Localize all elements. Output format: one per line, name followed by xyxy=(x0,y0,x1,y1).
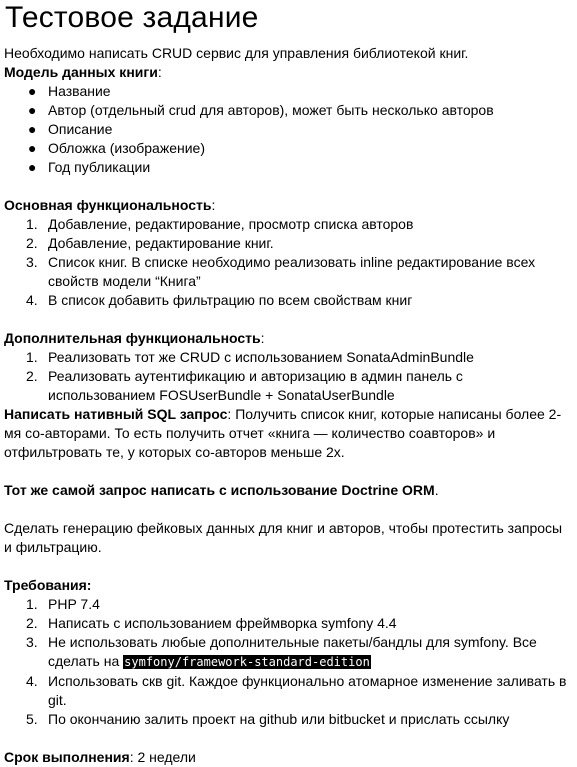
bullet-icon: ● xyxy=(28,83,37,99)
list-item-text: Добавление, редактирование книг. xyxy=(48,235,274,251)
list-number: 4. xyxy=(26,292,38,308)
bullet-icon: ● xyxy=(28,140,37,156)
sql-text: : Получить список книг, которые написаны более 2-мя со-авторами. То есть получить отчет «книга — количество соавторов» и отфильтровать те, у которых со-авторов меньше 2х. xyxy=(4,406,562,460)
extra-list xyxy=(4,348,571,405)
list-item xyxy=(4,234,571,253)
bullet-icon: ● xyxy=(28,159,37,175)
deadline-heading: Срок выполнения xyxy=(4,749,130,765)
list-item-text: Описание xyxy=(48,121,113,137)
deadline-paragraph xyxy=(4,748,571,767)
list-item-text: По окончанию залить проект на github или bitbucket и прислать ссылку xyxy=(48,711,510,727)
intro-paragraph: Необходимо написать CRUD сервис для управления библиотекой книг. xyxy=(4,45,469,61)
list-number: 2. xyxy=(26,235,38,251)
doctrine-heading: Тот же самой запрос написать с использование Doctrine ORM xyxy=(4,482,435,498)
basic-list xyxy=(4,215,571,310)
list-item xyxy=(4,348,571,367)
list-item xyxy=(4,367,571,405)
list-item xyxy=(4,672,571,710)
list-item-text: Автор (отдельный crud для авторов), может быть несколько авторов xyxy=(48,102,494,118)
list-number: 1. xyxy=(26,596,38,612)
list-item-text: В список добавить фильтрацию по всем свойствам книг xyxy=(48,292,413,308)
list-item xyxy=(4,595,571,614)
code-snippet: symfony/framework-standard-edition xyxy=(124,655,370,669)
list-item-text: Не использовать любые дополнительные пакеты/бандлы для symfony. Все сделать на xyxy=(48,634,537,669)
extra-heading-line xyxy=(4,329,571,348)
list-item-text: Год публикации xyxy=(48,159,151,175)
list-item-text: Список книг. В списке необходимо реализовать inline редактирование всех свойств модели “Книга” xyxy=(48,254,536,289)
model-heading-suffix: : xyxy=(157,64,162,80)
list-item-text: Обложка (изображение) xyxy=(48,140,205,156)
model-heading: Модель данных книги xyxy=(4,64,158,80)
blank-line xyxy=(4,729,571,748)
fake-data-paragraph: Сделать генерацию фейковых данных для книг и авторов, чтобы протестить запросы и фильтрацию. xyxy=(4,520,563,555)
basic-heading-line xyxy=(4,196,571,215)
list-item xyxy=(4,82,571,101)
deadline-text: : 2 недели xyxy=(129,749,196,765)
list-item xyxy=(4,215,571,234)
list-item xyxy=(4,158,571,177)
bullet-icon: ● xyxy=(28,102,37,118)
list-number: 3. xyxy=(26,634,38,650)
blank-line xyxy=(4,310,571,329)
list-item-text: Реализовать тот же CRUD с использованием SonataAdminBundle xyxy=(48,349,474,365)
model-heading-line xyxy=(4,63,571,82)
list-item xyxy=(4,139,571,158)
doctrine-paragraph xyxy=(4,481,571,500)
extra-heading: Дополнительная функциональность xyxy=(4,330,261,346)
list-item xyxy=(4,710,571,729)
blank-line xyxy=(4,177,571,196)
sql-heading: Написать нативный SQL запрос xyxy=(4,406,228,422)
list-item-text: PHP 7.4 xyxy=(48,596,100,612)
list-item-text: Название xyxy=(48,83,111,99)
list-item-text: Добавление, редактирование, просмотр списка авторов xyxy=(48,216,414,232)
list-item xyxy=(4,614,571,633)
list-item-text: Написать с использованием фреймворка symfony 4.4 xyxy=(48,615,397,631)
list-number: 1. xyxy=(26,349,38,365)
list-item xyxy=(4,101,571,120)
list-number: 5. xyxy=(26,711,38,727)
basic-heading: Основная функциональность xyxy=(4,197,212,213)
list-number: 3. xyxy=(26,254,38,270)
sql-paragraph xyxy=(4,405,571,462)
blank-line xyxy=(4,557,571,576)
extra-heading-suffix: : xyxy=(260,330,265,346)
model-list xyxy=(4,82,571,177)
basic-heading-suffix: : xyxy=(211,197,216,213)
list-number: 1. xyxy=(26,216,38,232)
list-item-text: Использовать скв git. Каждое функционально атомарное изменение заливать в git. xyxy=(48,673,567,708)
list-item-text: Реализовать аутентификацию и авторизацию в админ панель с использованием FOSUserBundle + SonataUserBundle xyxy=(48,368,463,403)
list-number: 4. xyxy=(26,673,38,689)
list-number: 2. xyxy=(26,615,38,631)
list-item xyxy=(4,633,571,672)
page-title: Тестовое задание xyxy=(5,1,259,34)
list-item xyxy=(4,253,571,291)
list-item xyxy=(4,291,571,310)
requirements-list xyxy=(4,595,571,729)
requirements-heading: Требования: xyxy=(4,577,92,593)
list-item xyxy=(4,120,571,139)
doctrine-suffix: . xyxy=(434,482,439,498)
bullet-icon: ● xyxy=(28,121,37,137)
list-number: 2. xyxy=(26,368,38,384)
blank-line xyxy=(4,462,571,481)
blank-line xyxy=(4,500,571,519)
